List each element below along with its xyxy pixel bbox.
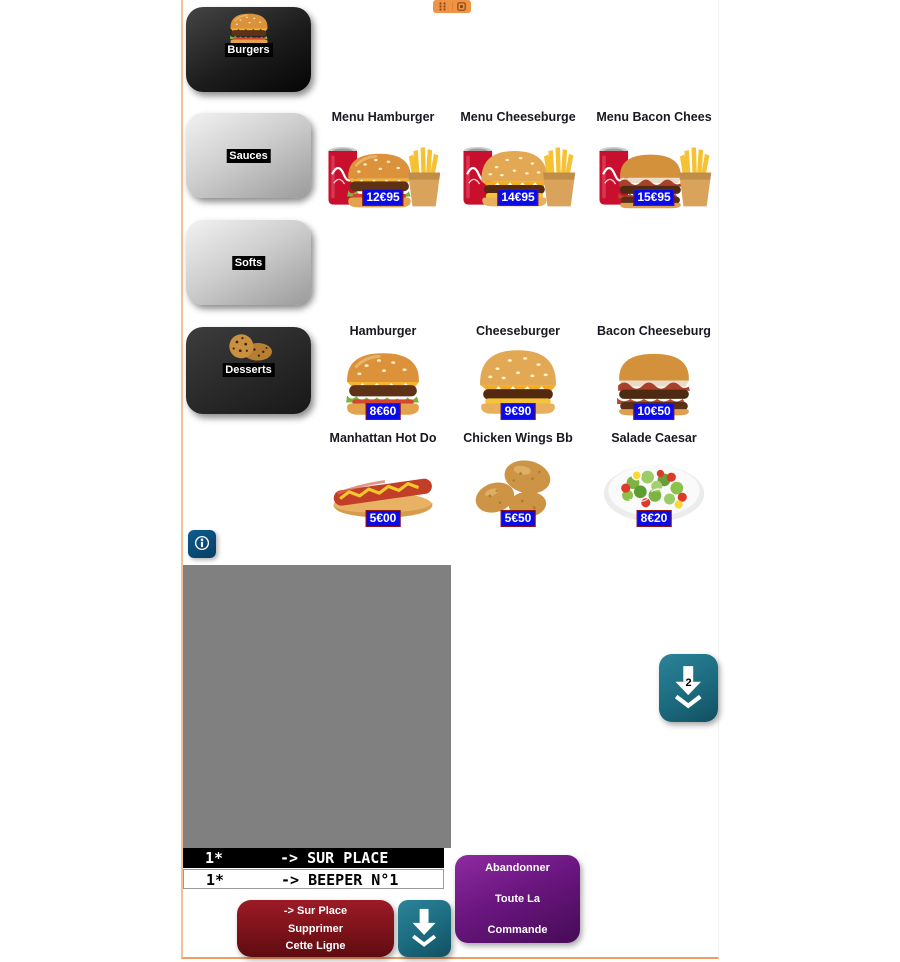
- abandon-order-button[interactable]: [455, 855, 580, 943]
- menu-item-price-badge: 5€00: [366, 510, 401, 527]
- menu-item-title: Cheeseburger: [475, 324, 561, 338]
- order-line[interactable]: [183, 848, 444, 868]
- arrow-down-icon: [398, 907, 451, 951]
- sidebar-item-burgers[interactable]: [186, 7, 311, 92]
- menu-item-title: Bacon Cheeseburg: [597, 324, 711, 338]
- menu-item-price-badge: 15€95: [633, 189, 674, 206]
- abandon-label-2: Toute La: [494, 893, 540, 905]
- menu-item-price-badge: 14€95: [497, 189, 538, 206]
- menu-item[interactable]: [587, 431, 721, 535]
- sidebar-item-sauces[interactable]: [186, 113, 311, 198]
- abandon-label-1: Abandonner: [485, 862, 550, 874]
- sidebar-item-desserts[interactable]: [186, 327, 311, 414]
- menu-item-title: Salade Caesar: [611, 431, 697, 445]
- menu-item[interactable]: [451, 110, 585, 214]
- menu-item-title: Menu Cheeseburge: [460, 110, 576, 124]
- menu-item[interactable]: [451, 324, 585, 428]
- menu-item[interactable]: [316, 324, 450, 428]
- kiosk-window: [181, 0, 719, 959]
- screenshot-icon[interactable]: [453, 0, 472, 13]
- order-display: [183, 565, 451, 848]
- menu-item-title: Chicken Wings Bb: [463, 431, 573, 445]
- menu-item-price-badge: 9€90: [501, 403, 536, 420]
- category-label: Sauces: [226, 149, 271, 163]
- scroll-count-badge: 2: [685, 677, 692, 689]
- menu-item[interactable]: [316, 431, 450, 535]
- menu-item-title: Manhattan Hot Do: [329, 431, 437, 445]
- menu-item[interactable]: [316, 110, 450, 214]
- menu-item-title: Menu Hamburger: [331, 110, 435, 124]
- order-line[interactable]: [183, 869, 444, 889]
- info-icon: [193, 534, 211, 555]
- menu-item-price-badge: 8€20: [637, 510, 672, 527]
- menu-item-price-badge: 12€95: [362, 189, 403, 206]
- cookies-photo-icon: [211, 331, 287, 366]
- menu-item-price-badge: 5€50: [501, 510, 536, 527]
- menu-item-price-badge: 10€50: [633, 403, 674, 420]
- burger-photo-icon: [211, 11, 287, 46]
- capture-widget: [433, 0, 471, 13]
- menu-item-title: Hamburger: [349, 324, 417, 338]
- menu-item-price-badge: 8€60: [366, 403, 401, 420]
- scroll-down-small-button[interactable]: [398, 900, 451, 957]
- category-label: Desserts: [222, 363, 274, 377]
- menu-item[interactable]: [451, 431, 585, 535]
- menu-item[interactable]: [587, 110, 721, 214]
- drag-handle-icon[interactable]: [433, 0, 452, 13]
- order-line-label: -> BEEPER N°1: [281, 871, 399, 889]
- info-button[interactable]: [188, 530, 216, 558]
- category-label: Softs: [232, 256, 266, 270]
- menu-item-title: Menu Bacon Chees: [596, 110, 712, 124]
- sidebar-item-softs[interactable]: [186, 220, 311, 305]
- menu-item[interactable]: [587, 324, 721, 428]
- order-line-qty: 1*: [206, 871, 225, 889]
- scroll-down-button[interactable]: [659, 654, 718, 722]
- category-label: Burgers: [224, 43, 272, 57]
- delete-line-button[interactable]: [237, 900, 394, 957]
- order-line-label: -> SUR PLACE: [280, 849, 389, 867]
- delete-line-label-3: Cette Ligne: [285, 940, 346, 952]
- delete-line-label-1: -> Sur Place: [283, 905, 348, 917]
- abandon-label-3: Commande: [487, 924, 548, 936]
- order-line-qty: 1*: [205, 849, 224, 867]
- delete-line-label-2: Supprimer: [287, 922, 343, 935]
